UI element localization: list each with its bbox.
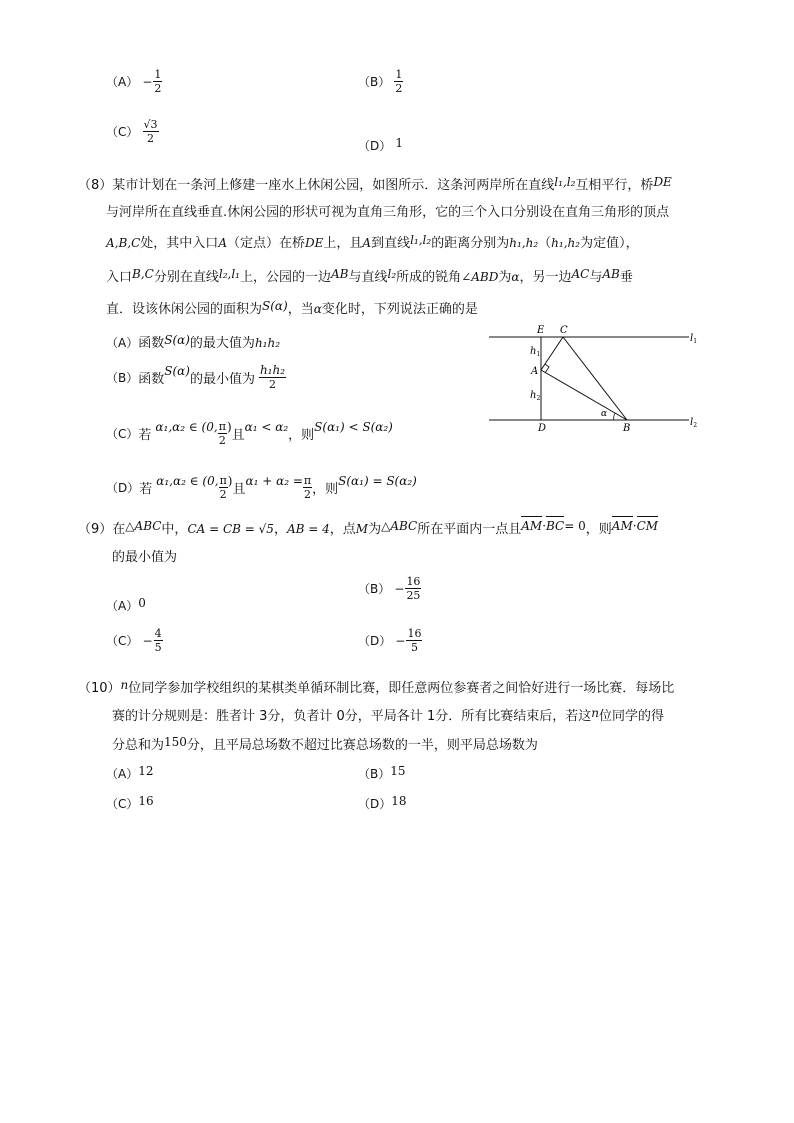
label-h2: $h_2$ xyxy=(530,390,541,402)
q10-option-c: （C）16 xyxy=(106,794,154,811)
q8-line-5: 直．设该休闲公园的面积为S(α)，当α变化时，下列说法正确的是 xyxy=(106,299,478,317)
q9-option-b: （B） − $\frac{16}{25}$ xyxy=(358,575,421,602)
label-d: D xyxy=(538,423,547,432)
right-angle-mark xyxy=(545,364,549,373)
q10-line-2: 赛的计分规则是：胜者计 3分，负者计 0分，平局各计 1分．所有比赛结束后，若这n位同学的得 xyxy=(112,706,664,724)
q7-option-d xyxy=(358,136,403,154)
q10-option-b: （B）15 xyxy=(358,764,406,781)
label-l1: $l_1$ xyxy=(690,333,698,345)
fraction: $\frac{1}{2}$ xyxy=(154,68,162,95)
q10-line-3: 分总和为150分，且平局总场数不超过比赛总场数的一半，则平局总场数为 xyxy=(112,735,538,753)
fraction: $\frac{1}{2}$ xyxy=(395,68,403,95)
label-b: B xyxy=(623,423,631,432)
label-alpha: α xyxy=(601,409,608,419)
side-ac xyxy=(541,337,563,370)
label-a: A xyxy=(531,366,539,377)
q10-option-d: （D）18 xyxy=(358,794,407,811)
q10-option-a: （A）12 xyxy=(106,764,154,781)
q9-option-a: （A）0 xyxy=(106,596,146,613)
q8-option-a: （A）函数S(α)的最大值为h₁h₂ xyxy=(106,333,281,351)
side-cb xyxy=(563,337,627,420)
q8-line-3: A,B,C处，其中入口A（定点）在桥DE上，且A到直线l₁,l₂的距离分别为h₁,h₂（h₁,h₂为定值）， xyxy=(106,233,639,251)
side-ab xyxy=(541,370,627,420)
q9-line-1: （9）在△ABC中，CA = CB = √5，AB = 4，点M为△ABC所在平面内一点且AM·BC= 0，则AM·CM xyxy=(78,519,659,537)
q8-line-2: 与河岸所在直线垂直.休闲公园的形状可视为直角三角形，它的三个入口分别设在直角三角形的顶点 xyxy=(106,205,670,220)
q7-option-b xyxy=(358,68,403,95)
option-label: （C） xyxy=(106,125,139,139)
q9-option-c: （C） − $\frac{4}{5}$ xyxy=(106,627,162,654)
q9-option-d: （D） − $\frac{16}{5}$ xyxy=(358,627,422,654)
q8-option-d: （D）若α₁,α₂ ∈ (0, $\frac{\pi}{2}$ )且α₁ + α₂ = $\frac{\pi}{2}$ ，则S(α₁) = S(α₂) xyxy=(106,474,417,501)
river-park-figure xyxy=(484,322,704,432)
option-label: （A） xyxy=(106,75,139,89)
q8-line-4: 入口B,C分别在直线l₂,l₁上，公园的一边AB与直线l₂所成的锐角∠ABD为α，另一边AC与AB垂 xyxy=(106,267,633,285)
q8-option-b: （B）函数S(α)的最小值为 $\frac{\text{h₁h₂}}{2}$ xyxy=(106,363,286,391)
minus-sign: − xyxy=(142,74,153,89)
label-l2: $l_2$ xyxy=(690,417,698,429)
q8-line-1: （8）某市计划在一条河上修建一座水上休闲公园，如图所示．这条河两岸所在直线l₁,l₂互相平行，桥DE xyxy=(78,175,672,193)
option-value: 1 xyxy=(395,136,404,150)
fraction: $\frac{√3}{2}$ xyxy=(143,118,158,145)
label-e: E xyxy=(537,325,545,336)
option-label: （D） xyxy=(358,139,392,153)
q8-option-c: （C）若α₁,α₂ ∈ (0, $\frac{\pi}{2}$ )且α₁ < α₂，则S(α₁) < S(α₂) xyxy=(106,420,393,447)
question-number: （8） xyxy=(78,178,113,193)
angle-alpha-arc xyxy=(614,413,615,420)
q9-line-2: 的最小值为 xyxy=(112,550,178,565)
question-number: （10） xyxy=(78,681,121,696)
q10-line-1: （10）n位同学参加学校组织的某棋类单循环制比赛，即任意两位参赛者之间恰好进行一场比赛．每场比 xyxy=(78,678,675,696)
question-number: （9） xyxy=(78,522,113,537)
q7-option-c xyxy=(106,118,159,145)
label-c: C xyxy=(560,325,568,336)
q7-option-a xyxy=(106,68,162,95)
label-h1: $h_1$ xyxy=(530,346,541,358)
option-label: （B） xyxy=(358,75,391,89)
